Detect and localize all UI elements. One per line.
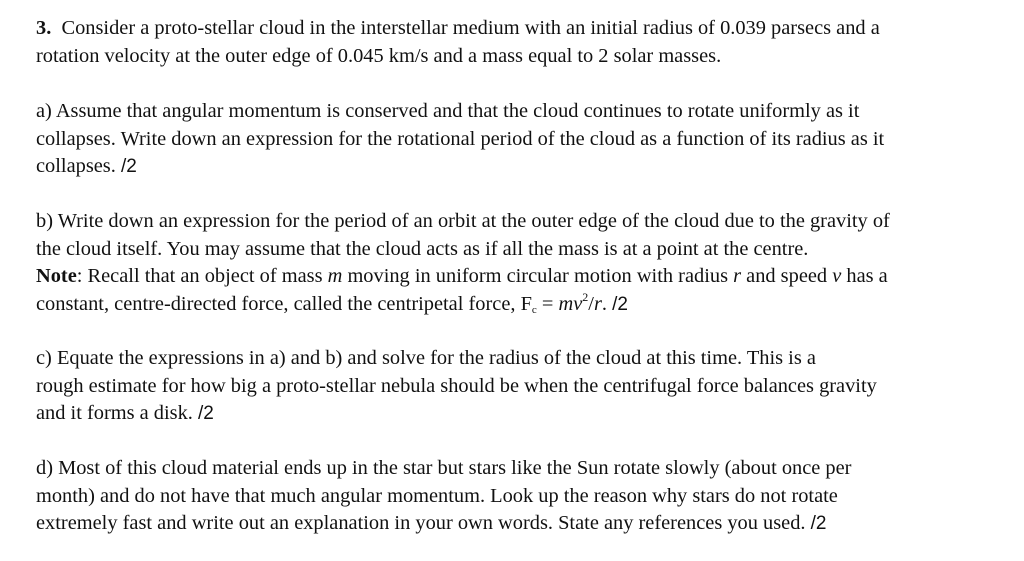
formula-period: . [601, 292, 613, 315]
subscript-c: c [531, 303, 537, 316]
part-b-note-line [36, 263, 890, 291]
part-b-marks: /2 [612, 293, 628, 315]
part-b-line-1: b) Write down an expression for the period of an orbit at the outer edge of the cloud due to the gravity of [36, 210, 890, 232]
part-c-line-3 [36, 400, 877, 428]
question-number: 3. [36, 17, 52, 39]
superscript-2: 2 [582, 289, 589, 304]
formula-intro-text: constant, centre-directed force, called the centripetal force, F [36, 292, 532, 315]
part-b [36, 208, 890, 318]
formula-slash: / [588, 292, 594, 315]
question-intro [36, 15, 880, 70]
part-c [36, 345, 877, 428]
part-c-line-2: rough estimate for how big a proto-stellar nebula should be when the centrifugal force balances gravity [36, 374, 877, 397]
note-text-2: moving in uniform circular motion with radius [342, 265, 734, 288]
part-d-marks: /2 [810, 513, 827, 535]
part-d-text-3: extremely fast and write out an explanation in your own words. State any references you used. [36, 512, 811, 535]
variable-r: r [733, 265, 742, 288]
note-text-1: : Recall that an object of mass [76, 265, 328, 288]
part-c-marks: /2 [197, 403, 214, 425]
part-a [36, 98, 884, 181]
part-d-line-3 [36, 510, 851, 538]
part-b-line-2: the cloud itself. You may assume that the cloud acts as if all the mass is at a point at the centre. [36, 237, 809, 260]
part-d-line-1: d) Most of this cloud material ends up in the star but stars like the Sun rotate slowly (about once per [36, 457, 852, 479]
variable-v: v [832, 265, 842, 288]
formula-mv: mv [558, 292, 583, 315]
part-a-line-3 [36, 153, 884, 181]
formula-r: r [593, 292, 602, 315]
formula-equals: = [536, 292, 559, 315]
question-line-1 [36, 15, 880, 43]
note-label: Note [36, 265, 77, 288]
part-c-text-3: and it forms a disk. [36, 402, 198, 425]
part-d-line-2: month) and do not have that much angular momentum. Look up the reason why stars do not rotate [36, 484, 838, 507]
part-a-line-1: a) Assume that angular momentum is conserved and that the cloud continues to rotate uniformly as it [36, 100, 860, 122]
question-text-1: Consider a proto-stellar cloud in the interstellar medium with an initial radius of 0.039 parsecs and a [61, 17, 880, 39]
part-b-formula-line [36, 291, 890, 319]
question-line-2: rotation velocity at the outer edge of 0.045 km/s and a mass equal to 2 solar masses. [36, 44, 722, 67]
part-c-line-1: c) Equate the expressions in a) and b) and solve for the radius of the cloud at this time. This is a [36, 347, 816, 369]
note-text-3: and speed [741, 265, 833, 288]
part-d [36, 455, 851, 538]
part-a-text-3: collapses. [36, 155, 121, 178]
part-a-line-2: collapses. Write down an expression for the rotational period of the cloud as a function of its radius as it [36, 127, 885, 150]
variable-m: m [327, 265, 343, 288]
part-a-marks: /2 [120, 156, 137, 178]
note-text-4: has a [841, 265, 888, 288]
